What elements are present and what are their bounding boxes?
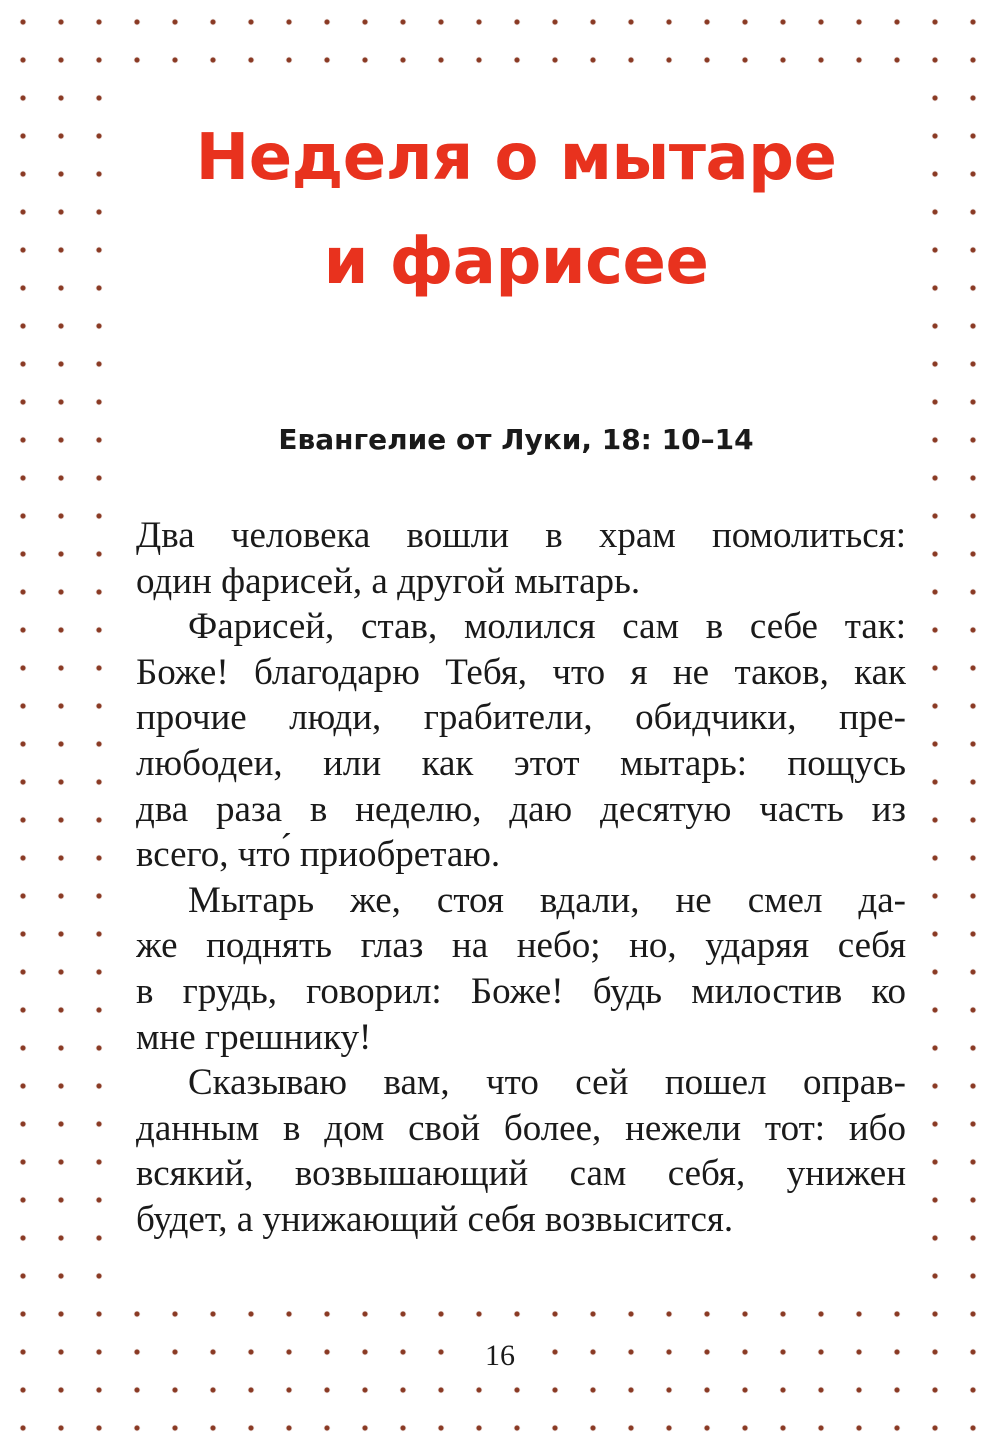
text-line: Сказываю вам, что сей пошел оправ- bbox=[188, 1062, 906, 1104]
text-line: всякий, возвышающий сам себя, унижен bbox=[136, 1153, 906, 1195]
text-line: же поднять глаз на небо; но, ударяя себя bbox=[136, 925, 906, 967]
paragraph-1 bbox=[136, 513, 906, 604]
text-line: всего, что́ приобретаю. bbox=[136, 834, 501, 876]
page-content bbox=[108, 68, 924, 1311]
text-line: Два человека вошли в храм помолиться: bbox=[136, 515, 906, 556]
title-line-2: и фарисее bbox=[323, 225, 709, 299]
scripture-text bbox=[136, 513, 906, 1243]
text-line: Мытарь же, стоя вдали, не смел да- bbox=[188, 879, 906, 921]
text-line: будет, а унижающий себя возвысится. bbox=[136, 1198, 734, 1240]
text-line: Боже! благодарю Тебя, что я не таков, как bbox=[136, 651, 906, 693]
paragraph-3 bbox=[136, 878, 906, 1060]
text-line: прочие люди, грабители, обидчики, пре- bbox=[136, 697, 906, 739]
text-line: один фарисей, а другой мытарь. bbox=[136, 560, 641, 602]
text-line: Фарисей, став, молился сам в себе так: bbox=[188, 606, 906, 648]
text-line: мне грешнику! bbox=[136, 1016, 372, 1058]
scripture-reference: Евангелие от Луки, 18: 10–14 bbox=[278, 423, 754, 456]
page-title bbox=[108, 106, 924, 314]
text-line: в грудь, говорил: Боже! будь милостив ко bbox=[136, 970, 906, 1012]
text-line: любодеи, или как этот мытарь: пощусь bbox=[136, 742, 906, 784]
paragraph-2 bbox=[136, 604, 906, 878]
page-number bbox=[0, 1336, 1000, 1376]
text-line: данным в дом свой более, нежели тот: ибо bbox=[136, 1107, 906, 1149]
title-line-1: Неделя о мытаре bbox=[195, 121, 837, 195]
paragraph-4 bbox=[136, 1060, 906, 1242]
text-line: два раза в неделю, даю десятую часть из bbox=[136, 788, 906, 830]
page-number-value: 16 bbox=[469, 1339, 531, 1372]
